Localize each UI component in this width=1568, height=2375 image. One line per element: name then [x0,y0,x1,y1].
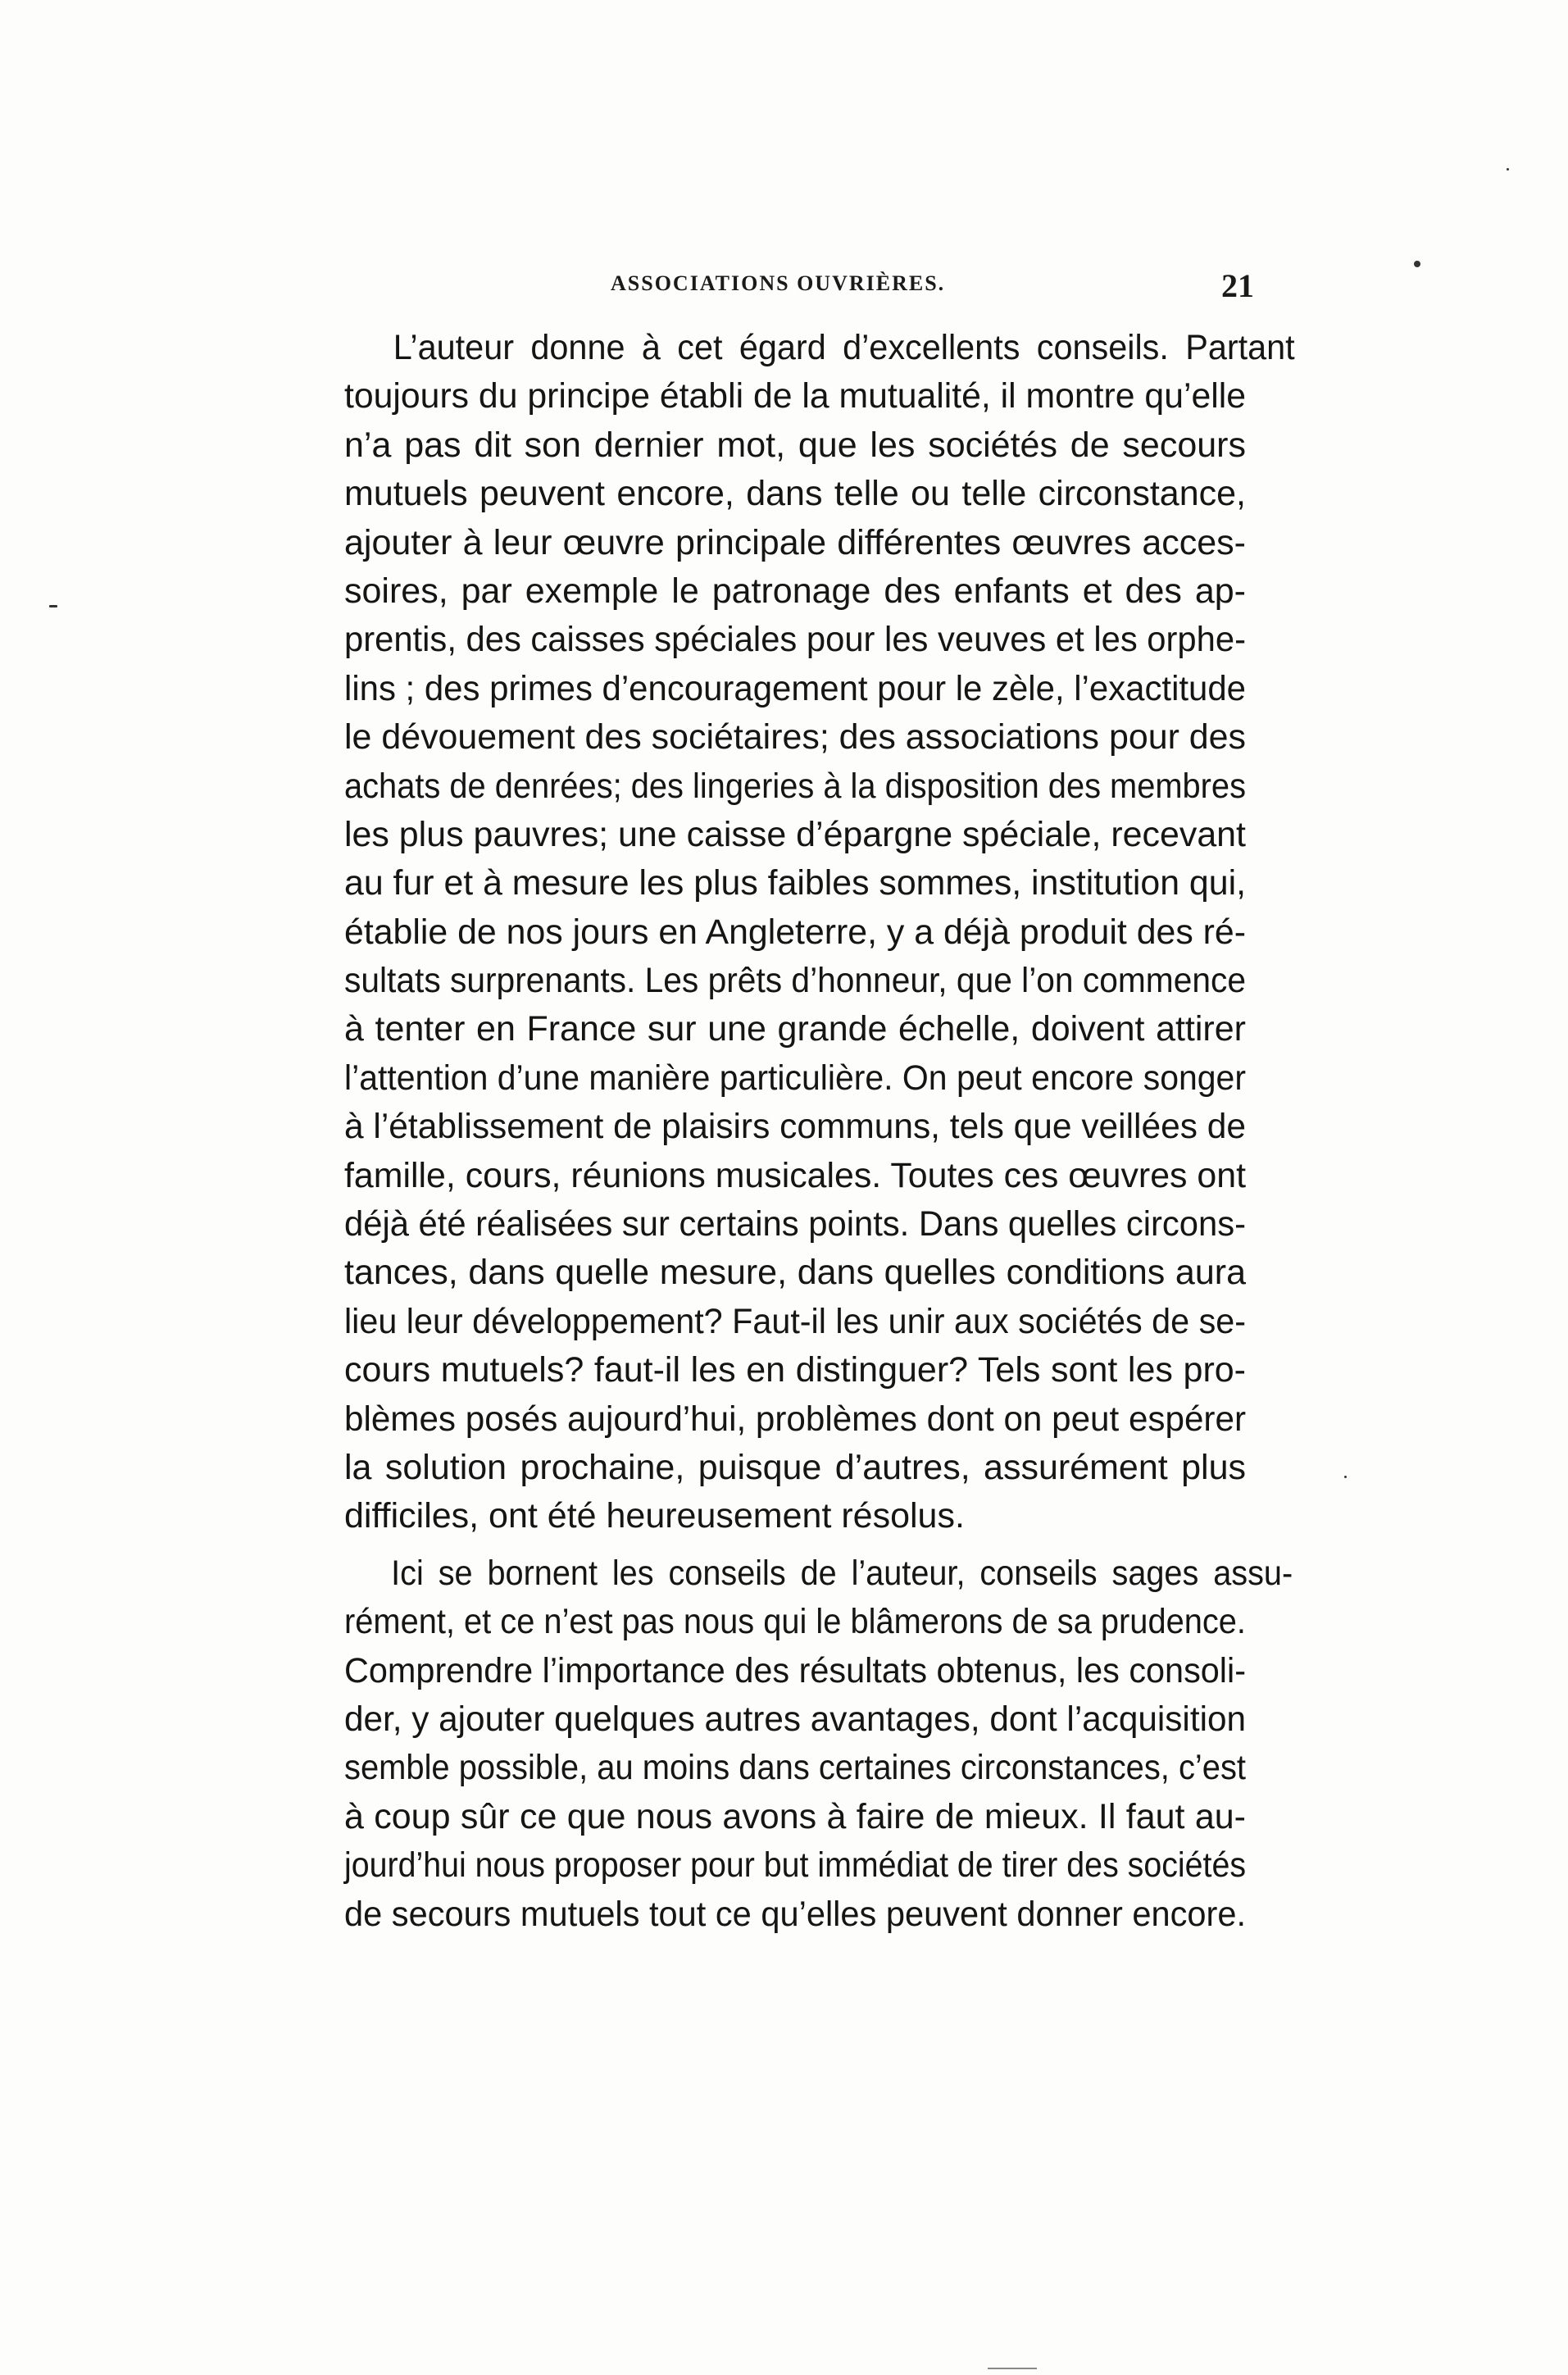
scan-speck [1507,168,1509,171]
text-line: au fur et à mesure les plus faibles sommes, institution qui, [344,863,1246,903]
scan-speck [1414,261,1420,267]
text-line: l’attention d’une manière particulière. On peut encore songer [344,1058,1246,1098]
scan-speck [49,605,57,607]
text-line: lins ; des primes d’encouragement pour le zèle, l’exactitude [344,668,1246,708]
scan-speck [1344,1476,1347,1478]
text-line: cours mutuels? faut-il les en distinguer? Tels sont les pro- [344,1350,1246,1390]
text-line: prentis, des caisses spéciales pour les veuves et les orphe- [344,620,1246,660]
text-line: à coup sûr ce que nous avons à faire de mieux. Il faut au- [344,1796,1246,1836]
text-line: à tenter en France sur une grande échelle, doivent attirer [344,1009,1246,1049]
text-line: achats de denrées; des lingeries à la disposition des membres [344,766,1246,806]
text-line: soires, par exemple le patronage des enfants et des ap- [344,571,1246,611]
running-header [344,266,1254,307]
text-line: rément, et ce n’est pas nous qui le blâmerons de sa prudence. [344,1602,1246,1642]
text-line: mutuels peuvent encore, dans telle ou telle circonstance, [344,474,1246,514]
text-line: toujours du principe établi de la mutualité, il montre qu’elle [344,376,1246,416]
text-line: déjà été réalisées sur certains points. Dans quelles circons- [344,1204,1246,1244]
paragraph [344,1549,1293,1939]
body-text [344,324,1295,1939]
text-line: Comprendre l’importance des résultats obtenus, les consoli- [344,1650,1246,1690]
text-line: difficiles, ont été heureusement résolus. [344,1496,965,1536]
page-number: 21 [1221,267,1254,304]
running-title: ASSOCIATIONS OUVRIÈRES. [611,271,946,295]
text-line: ajouter à leur œuvre principale différentes œuvres acces- [344,522,1246,562]
text-line: lieu leur développement? Faut-il les unir aux sociétés de se- [344,1301,1246,1341]
text-line: la solution prochaine, puisque d’autres, assurément plus [344,1447,1246,1487]
text-line: de secours mutuels tout ce qu’elles peuvent donner encore. [344,1894,1246,1934]
text-line: à l’établissement de plaisirs communs, tels que veillées de [344,1107,1246,1147]
paragraph-gap [344,1541,1246,1549]
text-line: blèmes posés aujourd’hui, problèmes dont on peut espérer [344,1399,1246,1439]
text-line: n’a pas dit son dernier mot, que les sociétés de secours [344,425,1246,465]
text-line: famille, cours, réunions musicales. Toutes ces œuvres ont [344,1155,1246,1195]
text-line: semble possible, au moins dans certaines circonstances, c’est [344,1748,1246,1788]
scan-mark [988,2368,1037,2369]
text-line: jourd’hui nous proposer pour but immédiat de tirer des sociétés [344,1845,1246,1886]
text-line: tances, dans quelle mesure, dans quelles conditions aura [344,1253,1246,1293]
text-line: der, y ajouter quelques autres avantages, dont l’acquisition [344,1699,1246,1739]
paragraph [344,324,1295,1541]
text-line: établie de nos jours en Angleterre, y a déjà produit des ré- [344,912,1246,952]
text-line: L’auteur donne à cet égard d’excellents conseils. Partant [393,328,1295,367]
text-line: sultats surprenants. Les prêts d’honneur, que l’on commence [344,961,1246,1001]
text-line: les plus pauvres; une caisse d’épargne spéciale, recevant [344,814,1246,854]
text-line: Ici se bornent les conseils de l’auteur, conseils sages assu- [391,1553,1293,1593]
text-line: le dévouement des sociétaires; des associations pour des [344,717,1246,758]
